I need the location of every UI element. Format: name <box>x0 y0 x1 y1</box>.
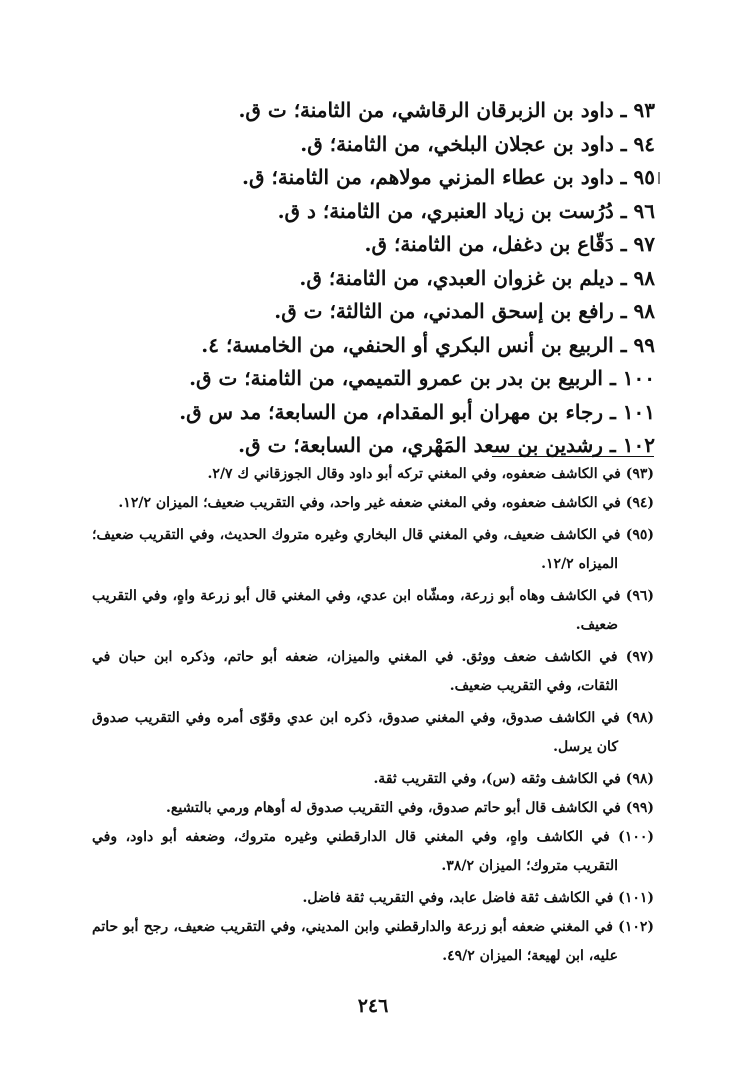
narrator-entry: ٩٨ ـ رافع بن إسحق المدني، من الثالثة؛ ت ق. <box>274 299 655 323</box>
footnote: (١٠١) في الكاشف ثقة فاضل عابد، وفي التقريب ثقة فاضل. <box>302 890 654 906</box>
scan-speck <box>658 172 660 184</box>
narrator-entry: ١٠١ ـ رجاء بن مهران أبو المقدام، من السابعة؛ مد س ق. <box>179 399 655 424</box>
narrator-entry: ٩٩ ـ الربيع بن أنس البكري أو الحنفي، من الخامسة؛ ٤. <box>201 332 655 357</box>
narrator-entry: ١٠٢ ـ رشدين بن سعد المَهْري، من السابعة؛ ت ق. <box>238 433 655 457</box>
narrator-entry: ٩٣ ـ داود بن الزبرقان الرقاشي، من الثامنة؛ ت ق. <box>238 98 655 122</box>
narrator-list <box>150 94 655 463</box>
narrator-entry: ٩٤ ـ داود بن عجلان البلخي، من الثامنة؛ ق. <box>300 131 655 156</box>
footnote: (٩٧) في الكاشف ضعف ووثق. في المغني والميزان، ضعفه أبو حاتم، وذكره ابن حبان في الثقات، وفي التقريب ضعيف. <box>92 649 654 694</box>
footnote-separator <box>492 456 654 457</box>
footnote: (٩٣) في الكاشف ضعفوه، وفي المغني تركه أبو داود وقال الجوزقاني ك ٢/٧. <box>207 466 654 482</box>
narrator-entry: ١٠٠ ـ الربيع بن بدر بن عمرو التميمي، من الثامنة؛ ت ق. <box>189 366 655 390</box>
footnote: (٩٨) في الكاشف صدوق، وفي المغني صدوق، ذكره ابن عدي وقوّى أمره وفي التقريب صدوق كان يرسل. <box>92 710 654 755</box>
footnote: (٩٥) في الكاشف ضعيف، وفي المغني قال البخاري وغيره متروك الحديث، وفي التقريب ضعيف؛ الميزاه ١٢/٢. <box>92 527 654 572</box>
footnote: (٩٨) في الكاشف وثقه (س)، وفي التقريب ثقة. <box>373 771 654 787</box>
footnotes-list <box>92 460 654 974</box>
narrator-entry: ٩٧ ـ دَقّاع بن دغفل، من الثامنة؛ ق. <box>364 232 655 256</box>
footnote: (٩٩) في الكاشف قال أبو حاتم صدوق، وفي التقريب صدوق له أوهام ورمي بالتشيع. <box>166 800 654 816</box>
narrator-entry: ٩٥ ـ داود بن عطاء المزني مولاهم، من الثامنة؛ ق. <box>242 165 655 189</box>
narrator-entry: ٩٨ ـ ديلم بن غزوان العبدي، من الثامنة؛ ق. <box>299 265 655 290</box>
footnote: (٩٤) في الكاشف ضعفوه، وفي المغني ضعفه غير واحد، وفي التقريب ضعيف؛ الميزان ١٢/٢. <box>118 495 654 511</box>
page-number: ٢٤٦ <box>357 995 389 1017</box>
footnote: (٩٦) في الكاشف وهاه أبو زرعة، ومشّاه ابن عدي، وفي المغني قال أبو زرعة واهٍ، وفي التقريب ضعيف. <box>92 588 654 633</box>
footnote: (١٠٠) في الكاشف واهٍ، وفي المغني قال الدارقطني وغيره متروك، وضعفه أبو داود، وفي التقريب متروك؛ الميزان ٣٨/٢. <box>92 829 654 874</box>
narrator-entry: ٩٦ ـ دُرُست بن زياد العنبري، من الثامنة؛ د ق. <box>277 198 655 223</box>
footnote: (١٠٢) في المغني ضعفه أبو زرعة والدارقطني وابن المديني، وفي التقريب ضعيف، رجح أبو حاتم عليه، ابن لهيعة؛ الميزان ٤٩/٢. <box>92 919 654 964</box>
